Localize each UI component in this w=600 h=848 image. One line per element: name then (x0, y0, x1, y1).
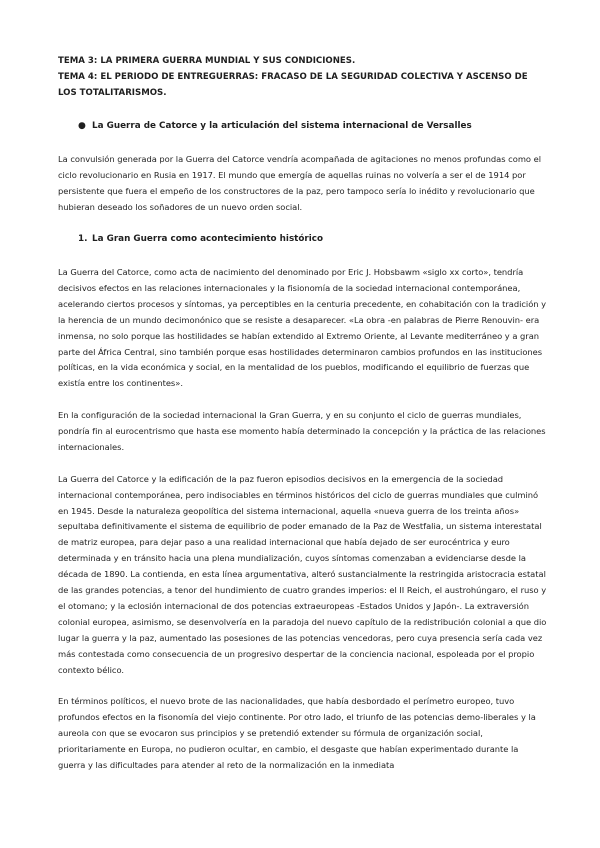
paragraph-4: La Guerra del Catorce y la edificación de la paz fueron episodios decisivos en la emergencia de la sociedad internacional contemporánea, pero indisociables en términos históricos del ciclo de guerras mundiales que culminó en 1945. Desde la naturaleza geopolítica del sistema internacional, aquella «nueva guerra de los treinta años» sepultaba definitivamente el sistema de equilibrio de poder emanado de la Paz de Westfalia, un sistema interestatal de matriz europea, para dejar paso a una realidad internacional que había dejado de ser eurocéntrica y euro determinada y en tránsito hacia una plena mundialización, cuyos síntomas comenzaban a evidenciarse desde la década de 1890. La contienda, en esta línea argumentativa, alteró sustancialmente la restringida aristocracia estatal de las grandes potencias, a tenor del hundimiento de cuatro grandes imperios: el II Reich, el austrohúngaro, el ruso y el otomano; y la eclosión internacional de dos potencias extraeuropeas -Estados Unidos y Japón-. La extraversión colonial europea, asimismo, se desenvolvería en la paradoja del nuevo capítulo de la redistribución colonial a que dio lugar la guerra y la paz, aumentado las posesiones de las potencias vencedoras, pero cuya presencia sería cada vez más contestada como consecuencia de un progresivo despertar de la conciencia nacional, espoleada por el propio contexto bélico. (58, 473, 547, 675)
subsection-number: 1. (78, 234, 88, 245)
paragraph-3: En la configuración de la sociedad internacional la Gran Guerra, y en su conjunto el ciclo de guerras mundiales, pondría fin al eurocentrismo que hasta ese momento había determinado la concepción y la práctica de las relaciones internacionales. (58, 410, 546, 452)
page-title-tema-3: TEMA 3: LA PRIMERA GUERRA MUNDIAL Y SUS CONDICIONES. (58, 56, 356, 66)
bullet-icon: ● (78, 121, 86, 132)
paragraph-2: La Guerra del Catorce, como acta de nacimiento del denominado por Eric J. Hobsbawm «siglo xx corto», tendría decisivos efectos en las relaciones internacionales y la fisionomía de la sociedad internacional contemporánea, acelerando ciertos procesos y síntomas, ya perceptibles en la centuria precedente, en cohabitación con la tradición y la herencia de un mundo decimonónico que se resiste a desaparecer. «La obra -en palabras de Pierre Renouvin- era inmensa, no solo porque las hostilidades se habían extendido al Extremo Oriente, al Levante mediterráneo y a gran parte del África Central, sino también porque esas hostilidades determinaron cambios profundos en las instituciones políticas, en la vida económica y social, en la mentalidad de los pueblos, modificando el equilibrio de fuerzas que existía entre los continentes». (58, 267, 547, 389)
section-heading-text: La Guerra de Catorce y la articulación del sistema internacional de Versalles (92, 121, 472, 132)
subsection-heading (78, 232, 548, 247)
page-title-tema-4: TEMA 4: EL PERIODO DE ENTREGUERRAS: FRACASO DE LA SEGURIDAD COLECTIVA Y ASCENSO DE LOS TOTALITARISMOS. (58, 71, 528, 98)
paragraph-5: En términos políticos, el nuevo brote de las nacionalidades, que había desbordado el perímetro europeo, tuvo profundos efectos en la fisonomía del viejo continente. Por otro lado, el triunfo de las potencias demo-liberales y la aureola con que se evocaron sus principios y se pretendió extender su fórmula de organización social, prioritariamente en Europa, no pudieron ocultar, en cambio, el desgaste que habían experimentado durante la guerra y las dificultades para atender al reto de la normalización en la inmediata (58, 696, 536, 771)
subsection-heading-text: La Gran Guerra como acontecimiento histórico (92, 234, 324, 245)
section-heading-bullet (78, 119, 548, 134)
paragraph-1: La convulsión generada por la Guerra del Catorce vendría acompañada de agitaciones no menos profundas como el ciclo revolucionario en Rusia en 1917. El mundo que emergía de aquellas ruinas no volvería a ser el de 1914 por persistente que fuera el empeño de los constructores de la paz, pero tampoco sería lo inédito y revolucionario que hubieran deseado los soñadores de un nuevo orden social. (58, 154, 542, 213)
document-page (58, 54, 548, 790)
